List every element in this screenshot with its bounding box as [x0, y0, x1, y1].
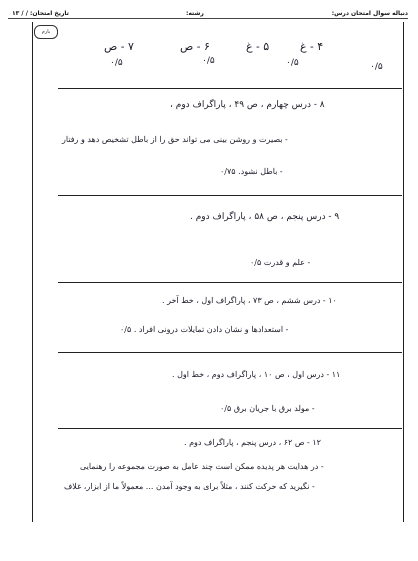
row-divider: [58, 195, 402, 196]
row-divider: [58, 428, 402, 429]
answer-7-score: ۰/۵: [110, 58, 123, 68]
q10-reference: ۱۰ - درس ششم ، ص ۷۳ ، پاراگراف اول ، خط آخر .: [162, 296, 337, 305]
q12-answer-line-1: - در هدایت هر پدیده ممکن است چند عامل به صورت مجموعه را رهنمایی: [80, 462, 324, 471]
q9-answer-line-1: - علم و قدرت ۰/۵: [250, 258, 311, 267]
q8-answer-line-1: - بصیرت و روشن بینی می تواند حق را از باطل تشخیص دهد و رفتار: [62, 135, 288, 144]
q12-reference: ۱۲ - ص ۶۲ ، درس پنجم ، پاراگراف دوم .: [184, 438, 321, 447]
row-divider: [58, 282, 402, 283]
answer-6: ۶ - ص: [180, 40, 210, 53]
q10-answer-line-1: - استعدادها و نشان دادن تمایلات درونی افراد . ۰/۵: [120, 325, 289, 334]
q8-answer-line-2: - باطل نشود. ۰/۷۵: [220, 167, 283, 176]
answer-4-score: ۰/۵: [370, 62, 383, 72]
answer-4: ۴ - غ: [300, 40, 324, 53]
answer-sheet: [32, 22, 404, 522]
answer-7: ۷ - ص: [104, 40, 134, 53]
q9-reference: ۹ - درس پنجم ، ص ۵۸ ، پاراگراف دوم .: [190, 212, 340, 222]
header-course-title: دنباله سوال امتحان درس:: [331, 10, 408, 17]
q11-reference: ۱۱ - درس اول ، ص ۱۰ ، پاراگراف دوم ، خط اول .: [172, 370, 341, 379]
answer-6-score: ۰/۵: [202, 56, 215, 66]
header-exam-date: تاریخ امتحان: / / ۱۳: [12, 10, 69, 17]
answer-5-score: ۰/۵: [286, 58, 299, 68]
header-field-label: رشته:: [186, 10, 204, 17]
q11-answer-line-1: - مولد برق با جریان برق ۰/۵: [220, 404, 315, 413]
score-column-badge: بارم: [34, 25, 58, 39]
answer-5: ۵ - غ: [246, 40, 270, 53]
q12-answer-line-2: - نگیرید که حرکت کنند ، مثلاً برای به وجود آمدن ... معمولاً ما از ابزار، غلاف: [64, 482, 315, 491]
row-divider: [58, 88, 402, 89]
row-divider: [58, 352, 402, 353]
q8-reference: ۸ - درس چهارم ، ص ۴۹ ، پاراگراف دوم ،: [170, 100, 325, 110]
page-header: [8, 8, 410, 20]
